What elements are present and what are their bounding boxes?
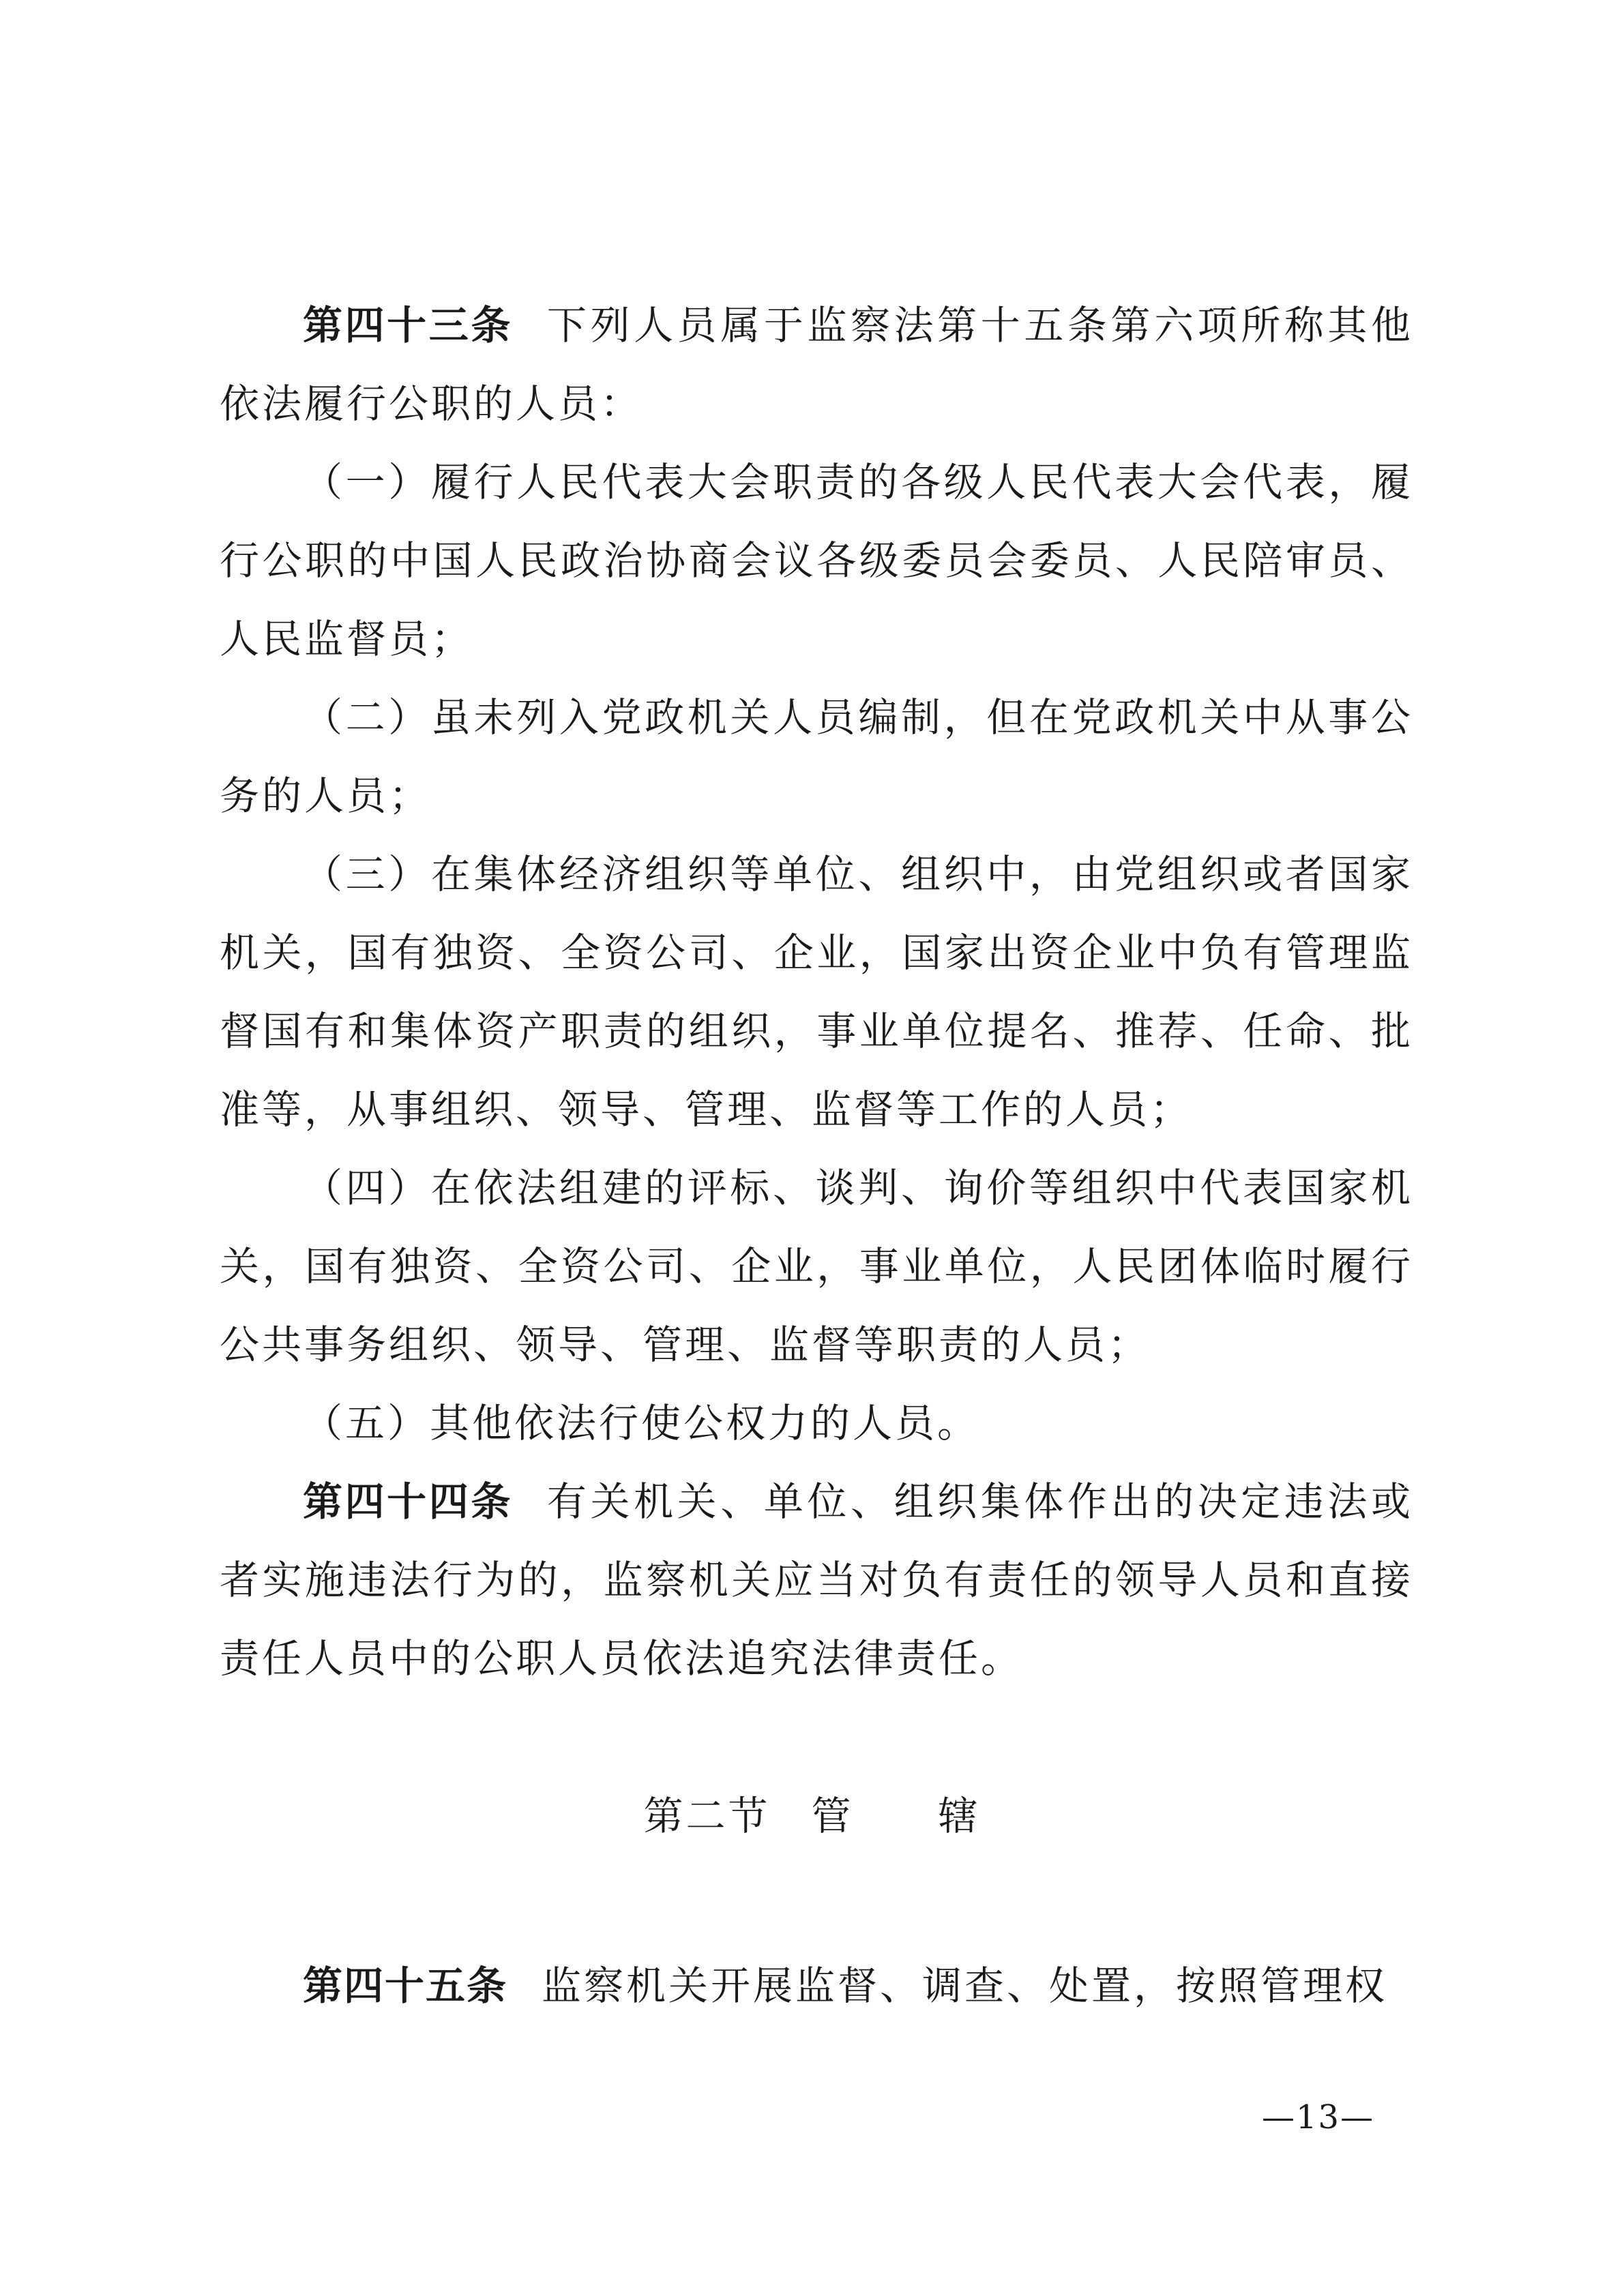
article-45-text: 监察机关开展监督、调查、处置，按照管理权 — [542, 1963, 1388, 2009]
page-number: —13— — [1262, 2098, 1375, 2136]
article-43-item-2: （二）虽未列入党政机关人员编制，但在党政机关中从事公务的人员； — [220, 694, 1413, 819]
article-43-number: 第四十三条 — [303, 302, 513, 348]
article-43-item-1: （一）履行人民代表大会职责的各级人民代表大会代表，履行公职的中国人民政治协商会议各级委员会委员、人民陪审员、人民监督员； — [220, 459, 1413, 662]
section-name: 管 辖 — [811, 1793, 981, 1839]
article-43-intro-text: 下列人员属于监察法第十五条第六项所称其他依法履行公职的人员： — [220, 302, 1413, 427]
article-45 — [220, 1947, 1413, 2025]
article-44-text: 有关机关、单位、组织集体作出的决定违法或者实施违法行为的，监察机关应当对负有责任的领导人员和直接责任人员中的公职人员依法追究法律责任。 — [220, 1478, 1413, 1682]
article-43-item-5: （五）其他依法行使公权力的人员。 — [303, 1400, 980, 1446]
article-43-44-block — [220, 286, 1413, 1698]
article-45-block — [220, 1947, 1413, 2025]
section-heading — [0, 1785, 1624, 1847]
article-45-number: 第四十五条 — [303, 1963, 508, 2009]
article-44-number: 第四十四条 — [303, 1478, 513, 1525]
article-43-item-3: （三）在集体经济组织等单位、组织中，由党组织或者国家机关，国有独资、全资公司、企业，国家出资企业中负有管理监督国有和集体资产职责的组织，事业单位提名、推荐、任命、批准等，从事组织、领导、管理、监督等工作的人员； — [220, 851, 1413, 1133]
section-number: 第二节 — [643, 1793, 771, 1839]
article-44 — [220, 1463, 1413, 1698]
article-43-intro — [220, 286, 1413, 443]
article-43-item-4: （四）在依法组建的评标、谈判、询价等组织中代表国家机关，国有独资、全资公司、企业，事业单位，人民团体临时履行公共事务组织、领导、管理、监督等职责的人员； — [220, 1165, 1413, 1368]
